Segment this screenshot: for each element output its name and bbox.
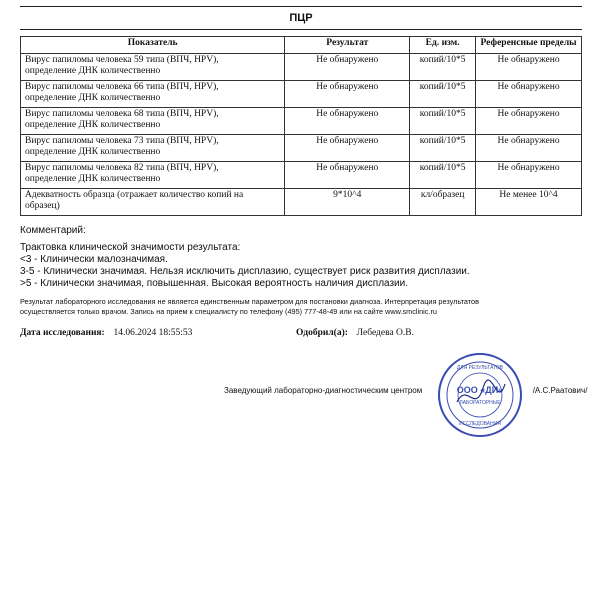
indicator-line-1: Вирус папиломы человека 73 типа (ВПЧ, HPV), (25, 136, 219, 146)
indicator-cell (21, 54, 285, 81)
unit-cell: копий/10*5 (410, 135, 476, 162)
disclaimer-line-1: Результат лабораторного исследования не является единственным параметром для постановки диагноза. Интерпретация результатов (20, 297, 479, 306)
comment-label: Комментарий: (20, 225, 86, 236)
head-signature-line (224, 386, 587, 395)
reference-cell: Не менее 10^4 (476, 189, 582, 216)
head-label: Заведующий лабораторно-диагностическим центром (224, 386, 423, 395)
indicator-cell (21, 135, 285, 162)
unit-cell: копий/10*5 (410, 81, 476, 108)
study-date-value: 14.06.2024 18:55:53 (113, 328, 193, 338)
indicator-line-1: Вирус папиломы человека 68 типа (ВПЧ, HPV), (25, 109, 219, 119)
unit-cell: копий/10*5 (410, 54, 476, 81)
table-row (21, 189, 582, 216)
stamp-text-center: ООО «ДИ» (456, 385, 504, 395)
indicator-cell (21, 108, 285, 135)
indicator-line-2: определение ДНК количественно (25, 174, 161, 184)
interpretation-line: >5 - Клинически значимая, повышенная. Высокая вероятность наличия дисплазии. (20, 278, 409, 289)
study-info-line (20, 328, 580, 338)
indicator-line-1: Адекватность образца (отражает количество копий на (25, 190, 244, 200)
result-cell: Не обнаружено (285, 108, 410, 135)
disclaimer-line-2: осуществляется только врачом. Запись на прием к специалисту по телефону (495) 777-48-49 или на сайте www.smclinic.ru (20, 307, 437, 316)
unit-cell: копий/10*5 (410, 162, 476, 189)
reference-cell: Не обнаружено (476, 135, 582, 162)
header-unit: Ед. изм. (410, 37, 476, 54)
reference-cell: Не обнаружено (476, 108, 582, 135)
interpretation-block (20, 242, 470, 290)
interpretation-line: 3-5 - Клинически значимая. Нельзя исключить дисплазию, существует риск развития дисплазии. (20, 266, 470, 277)
reference-cell: Не обнаружено (476, 81, 582, 108)
header-indicator: Показатель (21, 37, 285, 54)
header-reference: Референсные пределы (476, 37, 582, 54)
approved-label: Одобрил(а): (296, 328, 348, 338)
table-row (21, 108, 582, 135)
table-row (21, 135, 582, 162)
indicator-cell (21, 189, 285, 216)
table-row (21, 54, 582, 81)
stamp-text-bottom: ИССЛЕДОВАНИЯ (459, 421, 501, 427)
approved-value: Лебедева О.В. (356, 328, 414, 338)
head-name: /А.С.Раатович/ (532, 386, 588, 395)
unit-cell: кл/образец (410, 189, 476, 216)
table-header-row (21, 37, 582, 54)
interpretation-line: <3 - Клинически малозначимая. (20, 254, 168, 265)
study-date-label: Дата исследования: (20, 328, 105, 338)
indicator-line-2: определение ДНК количественно (25, 93, 161, 103)
disclaimer (20, 297, 580, 317)
indicator-line-1: Вирус папиломы человека 66 типа (ВПЧ, HPV), (25, 82, 219, 92)
result-cell: Не обнаружено (285, 162, 410, 189)
result-cell: Не обнаружено (285, 54, 410, 81)
indicator-cell (21, 81, 285, 108)
indicator-line-2: определение ДНК количественно (25, 66, 161, 76)
header-result: Результат (285, 37, 410, 54)
indicator-line-1: Вирус папиломы человека 82 типа (ВПЧ, HPV), (25, 163, 219, 173)
indicator-line-2: образец) (25, 201, 60, 211)
interpretation-title: Трактовка клинической значимости результата: (20, 242, 241, 253)
indicator-cell (21, 162, 285, 189)
table-row (21, 81, 582, 108)
indicator-line-2: определение ДНК количественно (25, 120, 161, 130)
lab-stamp-icon (437, 352, 523, 438)
result-cell: Не обнаружено (285, 135, 410, 162)
table-row (21, 162, 582, 189)
section-title: ПЦР (20, 6, 582, 30)
reference-cell: Не обнаружено (476, 162, 582, 189)
indicator-line-1: Вирус папиломы человека 59 типа (ВПЧ, HPV), (25, 55, 219, 65)
unit-cell: копий/10*5 (410, 108, 476, 135)
results-table (20, 36, 582, 216)
result-cell: Не обнаружено (285, 81, 410, 108)
result-cell: 9*10^4 (285, 189, 410, 216)
reference-cell: Не обнаружено (476, 54, 582, 81)
stamp-text-sub: ЛАБОРАТОРНЫЕ (459, 400, 501, 406)
indicator-line-2: определение ДНК количественно (25, 147, 161, 157)
stamp-text-top: ДЛЯ РЕЗУЛЬТАТОВ (456, 365, 504, 371)
